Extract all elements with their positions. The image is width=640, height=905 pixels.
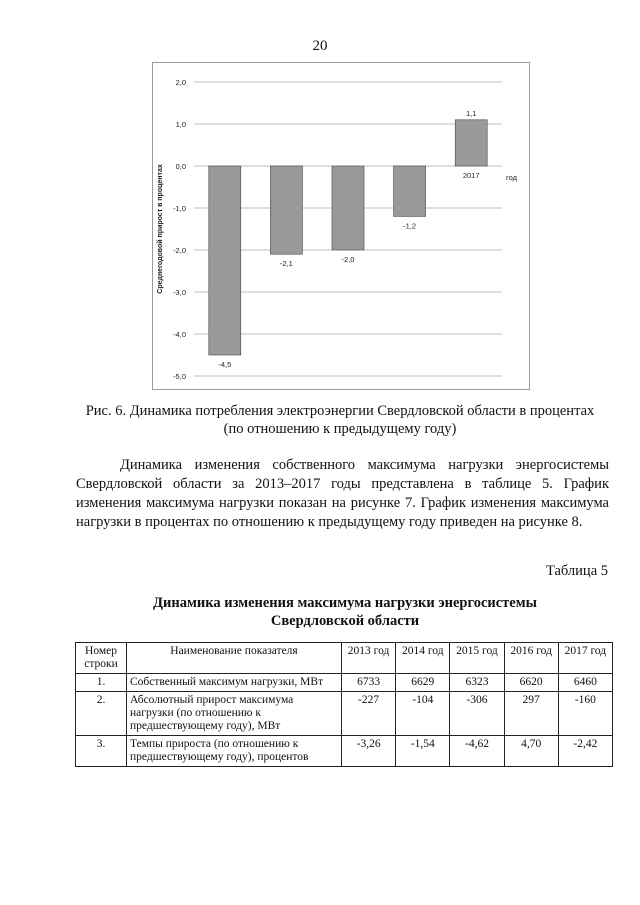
bar [332,166,364,250]
header-2016: 2016 год [504,643,558,674]
cell-2014: 6629 [396,674,450,692]
row-name: Собственный максимум нагрузки, МВт [127,674,342,692]
table-title-line-1: Динамика изменения максимума нагрузки энергосистемы [153,595,537,611]
load-table [75,642,613,767]
table-row [76,674,613,692]
bar-data-label: -2,0 [341,255,355,264]
cell-2017: -160 [558,692,612,736]
y-tick-label: -2,0 [173,246,186,255]
cell-2016: 6620 [504,674,558,692]
cell-2015: -4,62 [450,736,504,767]
cell-2014: -1,54 [396,736,450,767]
header-2017: 2017 год [558,643,612,674]
row-index: 3. [76,736,127,767]
bar-data-label: -4,5 [218,360,232,369]
row-index: 2. [76,692,127,736]
bar [209,166,241,355]
bar-data-label: -2,1 [279,259,293,269]
cell-2016: 297 [504,692,558,736]
table-header-row [76,643,613,674]
cell-2017: 6460 [558,674,612,692]
y-tick-label: 1,0 [175,120,186,129]
page-number: 20 [312,38,328,54]
cell-2013: -227 [342,692,396,736]
y-axis-label: Среднегодовой прирост в процентах [157,164,164,294]
x-axis-label: год [506,173,517,182]
bar-data-label: 1,1 [465,108,477,118]
y-tick-label: 2,0 [175,78,186,87]
y-tick-label: -1,0 [173,204,186,213]
cell-2016: 4,70 [504,736,558,767]
table-row [76,736,613,767]
table-title [60,594,630,630]
caption-line-2: (по отношению к предыдущему году) [223,421,457,437]
figure-caption [60,402,620,438]
body-paragraph: Динамика изменения собственного максимума нагрузки энергосистемы Свердловской области за 2013–2017 годы представлена в таблице 5. График изменения максимума нагрузки показан на рисунке 7. График изменения максимума нагрузки в процентах по отношению к предыдущему году приведен на рисунке 8. [76,457,609,530]
bar [455,120,487,166]
table-label: Таблица 5 [545,563,608,579]
caption-line-1: Рис. 6. Динамика потребления электроэнергии Свердловской области в процентах [85,403,595,419]
cell-2013: 6733 [342,674,396,692]
cell-2013: -3,26 [342,736,396,767]
y-tick-label: -3,0 [173,288,186,297]
y-tick-label: 0,0 [175,162,186,171]
x-category-label: 2017 [462,171,480,180]
y-tick-label: -5,0 [173,372,186,381]
bar-data-label: -1,2 [403,221,417,231]
cell-2014: -104 [396,692,450,736]
header-2014: 2014 год [396,643,450,674]
header-2013: 2013 год [342,643,396,674]
bar [394,166,426,216]
cell-2015: -306 [450,692,504,736]
header-indicator: Наименование показателя [127,643,342,674]
table-title-line-2: Свердловской области [270,613,420,629]
row-index: 1. [76,674,127,692]
cell-2017: -2,42 [558,736,612,767]
header-row-number: Номер строки [76,643,127,674]
header-2015: 2015 год [450,643,504,674]
y-tick-label: -4,0 [173,330,186,339]
table-row [76,692,613,736]
bar [270,166,302,254]
row-name: Абсолютный прирост максимума нагрузки (по отношению к предшествующему году), МВт [127,692,342,736]
row-name: Темпы прироста (по отношению к предшествующему году), процентов [127,736,342,767]
cell-2015: 6323 [450,674,504,692]
consumption-chart [152,62,530,390]
